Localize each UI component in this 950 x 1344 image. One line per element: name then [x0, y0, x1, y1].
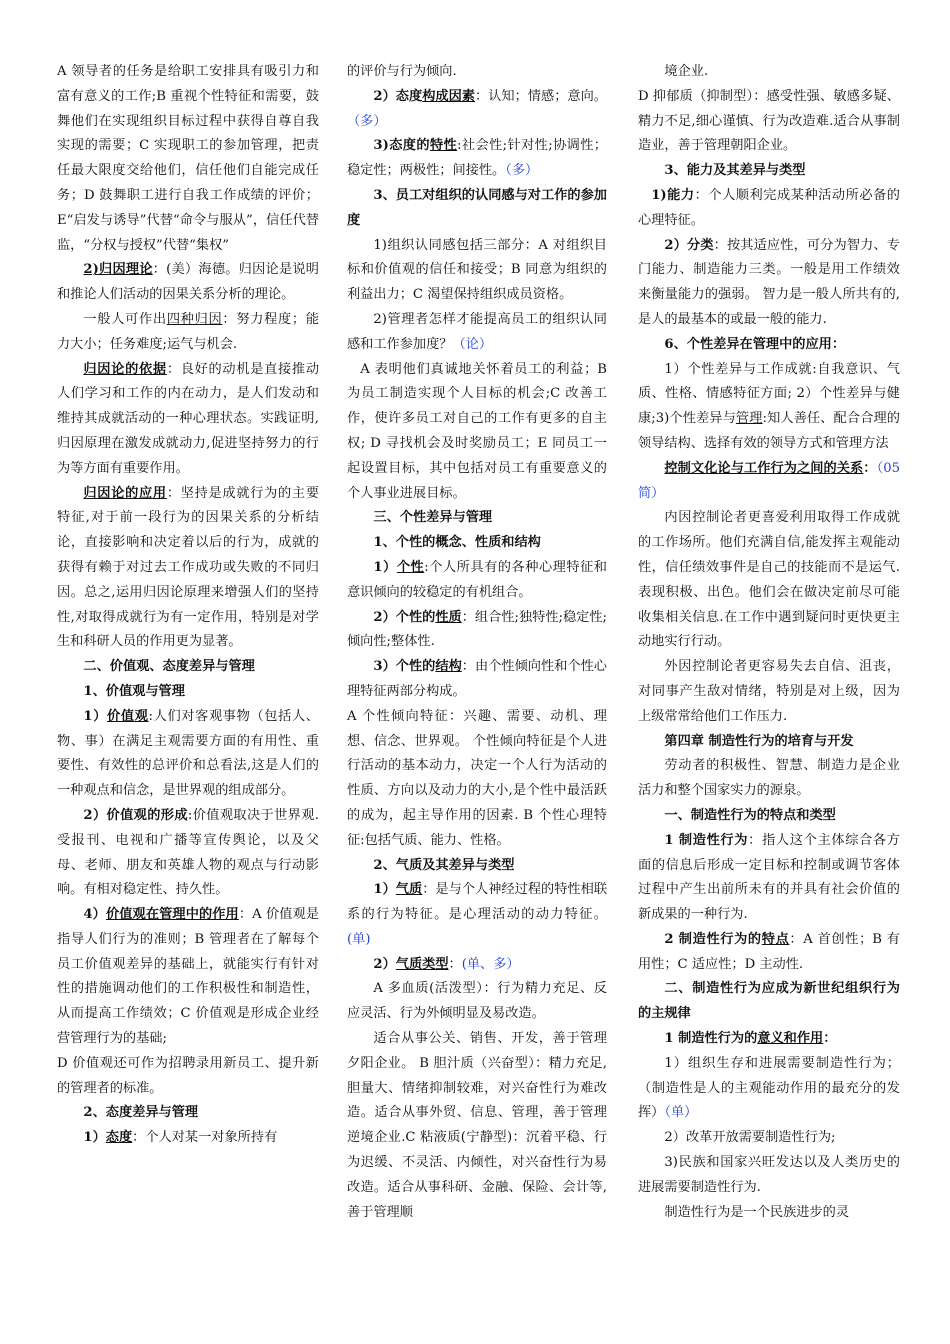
- term-heading: 1)能力: [651, 187, 695, 203]
- item-number: 4）: [83, 907, 106, 923]
- item-number: 2 制造性行为的: [664, 931, 762, 947]
- term-heading: 性质: [435, 609, 462, 625]
- paragraph-text: ：良好的动机是直接推动人们学习和工作的内在动力，是人们发动和维持其成就活动的一种心理状态。实践证明,归因原理在激发成就动力,促进坚持努力的行为等方面有重要作用。: [57, 361, 320, 476]
- term-heading: 特性: [429, 138, 458, 154]
- paragraph: [638, 457, 900, 507]
- paragraph: [347, 556, 607, 606]
- paragraph-text: 1）组织生存和进展需要制造性行为；（制造性是人的主观能动作用的最充分的发挥）: [638, 1055, 900, 1121]
- paragraph: 内因控制论者更喜爱利用取得工作成就的工作场所。他们充满自信,能发挥主观能动性，信任绩效事件是自己的技能而不是运气.表现积极、出色。他们会在做决定前尽可能收集相关信息.在工作中遇到疑问时更快更主动地实行行动。: [638, 510, 900, 650]
- section-heading: 三、个性差异与管理: [373, 510, 493, 526]
- paragraph: D 抑郁质（抑制型）：感受性强、敏感多疑、精力不足,细心谨慎、行为改造难.适合从事制造业，善于管理朝阳企业。: [638, 88, 900, 154]
- paragraph: [347, 878, 607, 952]
- term-heading: 价值观在管理中的作用: [105, 907, 239, 923]
- term-heading: 意义和作用: [757, 1031, 824, 1047]
- paragraph: [347, 606, 607, 656]
- paragraph: [347, 134, 607, 184]
- section-heading: 二、价值观、态度差异与管理: [83, 659, 255, 675]
- paragraph-text: ：认知；情感；意向。: [475, 88, 607, 104]
- subsection-heading: 2、态度差异与管理: [83, 1105, 199, 1121]
- term-heading: 态度: [105, 1130, 133, 1146]
- item-number: 1 制造性行为的: [664, 1031, 758, 1047]
- paragraph: 适合从事公关、销售、开发，善于管理夕阳企业。 B 胆汁质（兴奋型）：精力充足,胆量大、情绪抑制较难，对兴奋性行为难改造。适合从事外贸、信息、管理，善于管理逆境企业.C 粘液质(宁静型)：沉着平稳、行为迟缓、不灵活、内倾性，对兴奋性行为易改造。适合从事科研、金融、保险、会计等,善于管理顺: [347, 1031, 607, 1220]
- paragraph-text: ：A 首创性；B 有用性；C 适应性；D 主动性.: [638, 931, 900, 972]
- paragraph: 的评价与行为倾向.: [347, 64, 457, 79]
- paragraph: [57, 903, 319, 1052]
- paragraph: [57, 258, 319, 308]
- question-type-tag: (单): [347, 931, 371, 947]
- paragraph: [57, 1126, 319, 1151]
- paragraph: A 领导者的任务是给职工安排具有吸引力和富有意义的工作;B 重视个性特征和需要，鼓舞他们在实现组织目标过程中获得自尊自我实现的需要；C 实现职工的参加管理，把责任最大限度交给他们，信任他们自能完成任务；D 鼓舞职工进行自我工作成绩的评价；E“启发与诱导”代替“命令与服从”，信任代替监，“分权与授权”代替“集权”: [57, 64, 319, 253]
- paragraph: [347, 953, 607, 978]
- term-heading: 特点: [761, 931, 790, 947]
- item-number: 2）: [373, 956, 396, 972]
- subsection-heading: 2、气质及其差异与类型: [373, 857, 515, 873]
- term-heading: 2)归因理论: [83, 262, 153, 278]
- term-heading: 控制文化论与工作行为之间的关系: [664, 460, 864, 476]
- paragraph-text: ：A 价值观是指导人们行为的准则；B 管理者在了解每个员工价值观差异的基础上，就能实行有针对性的措施调动他们的工作积极性和制造性，从而提高工作绩效；C 价值观是形成企业经营管理行为的基础;: [57, 907, 320, 1047]
- paragraph-text: ：: [863, 460, 877, 476]
- paragraph-text: 1）个性差异与工作成就:自我意识、气质、性格、情感特征方面; 2）个性差异与健康;3)个性差异与: [638, 361, 900, 427]
- paragraph-text: :社会性;针对性;协调性；稳定性；两极性；间接性。: [347, 138, 607, 179]
- question-type-tag: （多）: [505, 163, 539, 179]
- item-number: 1）: [373, 559, 397, 575]
- question-type-tag: （单）: [664, 1105, 698, 1121]
- item-number: 1）: [83, 1130, 106, 1146]
- term-heading: 价值观: [107, 708, 149, 724]
- term-heading: 归因论的依据: [83, 361, 167, 377]
- paragraph: 劳动者的积极性、智慧、制造力是企业活力和整个国家实力的源泉。: [638, 758, 900, 799]
- paragraph-text: ：: [448, 956, 462, 972]
- paragraph: 1)组织认同感包括三部分：A 对组织目标和价值观的信任和接受；B 同意为组织的利益出力；C 渴望保持组织成员资格。: [347, 237, 607, 303]
- paragraph: [638, 184, 900, 234]
- subsection-heading: 1、价值观与管理: [83, 683, 185, 699]
- paragraph: [57, 482, 319, 656]
- underlined-term: 四种归因: [166, 311, 223, 327]
- paragraph: [638, 928, 900, 978]
- paragraph-text: ：坚持是成就行为的主要特征,对于前一段行为的因果关系的分析结论，直接影响和决定着以后的行为，成就的获得有赖于对过去工作成功或失败的不同归因。总之,运用归因论原理来增强人们的坚持性,对取得成就行为有一定作用，特别是对学生和科研人员的作用更为显著。: [57, 485, 320, 650]
- paragraph-text: ：组合性;独特性;稳定性;倾向性;整体性.: [347, 609, 607, 650]
- paragraph-text: ：个人顺利完成某种活动所必备的心理特征。: [638, 187, 900, 228]
- paragraph: 外因控制论者更容易失去自信、沮丧，对同事产生敌对情绪，特别是对上级，因为上级常常给他们工作压力.: [638, 659, 900, 724]
- item-number: 2）个性的: [373, 609, 436, 625]
- term-heading: 2）分类: [664, 237, 714, 253]
- paragraph: 制造性行为是一个民族进步的灵: [664, 1204, 850, 1220]
- question-type-tag: (单、多）: [461, 956, 520, 972]
- column-right: [638, 60, 900, 1225]
- term-heading: 结构: [435, 659, 462, 675]
- paragraph: A 多血质(活泼型）：行为精力充足、反应灵活、行为外倾明显及易改造。: [347, 981, 607, 1022]
- paragraph-text: :知人善任、配合合理的领导结构、选择有效的领导方式和管理方法: [638, 411, 900, 451]
- paragraph-text: ：按其适应性，可分为智力、专门能力、制造能力三类。一般是用工作绩效来衡量能力的强弱。 智力是一般人所共有的,是人的最基本的或最一般的能力.: [638, 237, 900, 327]
- paragraph: A 表明他们真诚地关怀着员工的利益；B 为员工制造实现个人目标的机会;C 改善工作，使许多员工对自己的工作有更多的自主权; D 寻找机会及时奖励员工；E 同员工一起设置目标，其中包括对员工有重要意义的个人事业进展目标。: [347, 361, 607, 501]
- question-type-tag: （论）: [452, 336, 493, 352]
- term-heading: 归因论的应用: [83, 485, 167, 501]
- term-heading: 气质类型: [395, 956, 449, 972]
- paragraph: [57, 308, 319, 358]
- paragraph: [638, 1052, 900, 1126]
- item-number: 3）个性的: [373, 659, 436, 675]
- item-number: 1）: [83, 708, 108, 724]
- paragraph-text: 2)管理者怎样才能提高员工的组织认同感和工作参加度？: [347, 311, 607, 352]
- term-heading: 个性: [396, 559, 425, 575]
- paragraph: 3)民族和国家兴旺发达以及人类历史的进展需要制造性行为.: [638, 1155, 900, 1195]
- term-heading: 2）价值观的形成: [83, 807, 188, 823]
- paragraph-text: ：: [823, 1031, 837, 1047]
- column-middle: [347, 60, 607, 1225]
- paragraph: [57, 804, 319, 903]
- paragraph: 境企业.: [664, 64, 709, 79]
- paragraph: [638, 1027, 900, 1052]
- term-heading: 气质: [395, 882, 423, 898]
- paragraph: [638, 829, 900, 928]
- paragraph-text: :个人所具有的各种心理特征和意识倾向的较稳定的有机组合。: [347, 559, 607, 600]
- paragraph-text: ：由个性倾向性和个性心理特征两部分构成。: [347, 659, 607, 699]
- paragraph: [347, 308, 607, 358]
- subsection-heading: 3、能力及其差异与类型: [664, 163, 806, 179]
- chapter-heading: 第四章 制造性行为的培育与开发: [664, 733, 854, 749]
- column-left: [57, 60, 319, 1151]
- paragraph: [57, 705, 319, 804]
- subsection-heading: 1、个性的概念、性质和结构: [373, 535, 541, 551]
- section-heading: 二、制造性行为应成为新世纪组织行为的主规律: [638, 981, 900, 1022]
- paragraph: [57, 358, 319, 482]
- subsection-heading: 6、个性差异在管理中的应用：: [664, 336, 846, 352]
- paragraph-text: ：个人对某一对象所持有: [132, 1130, 278, 1146]
- paragraph: A 个性倾向特征：兴趣、需要、动机、理想、信念、世界观。 个性倾向特征是个人进行活动的基本动力，决定一个人行为活动的性质、方向以及动力的大小,是个性中最活跃的成为，起主导作用的因素. B 个性心理特征:包括气质、能力、性格。: [347, 708, 607, 848]
- item-number: 3)态度的: [373, 138, 430, 154]
- paragraph-text: :人们对客观事物（包括人、物、事）在满足主观需要方面的有用性、重要性、有效性的总评价和总看法,这是人们的一种观点和信念，是世界观的组成部分。: [57, 708, 319, 799]
- paragraph: [638, 358, 900, 457]
- paragraph-text: 一般人可作出: [83, 311, 167, 327]
- paragraph-text: ：(美）海德。归因论是说明和推论人们活动的因果关系分析的理论。: [57, 262, 319, 303]
- term-heading: 1 制造性行为: [664, 832, 749, 848]
- subsection-heading: 3、员工对组织的认同感与对工作的参加度: [347, 187, 607, 228]
- paragraph-text: :价值观取决于世界观.受报刊、电视和广播等宣传舆论，以及父母、老师、朋友和英雄人物的观点与行动影响。有相对稳定性、持久性。: [57, 807, 319, 898]
- paragraph: 2）改革开放需要制造性行为;: [664, 1130, 836, 1146]
- paragraph-text: ：努力程度；能力大小；任务难度;运气与机会.: [57, 311, 320, 352]
- section-heading: 一、制造性行为的特点和类型: [664, 807, 836, 823]
- question-type-tag: （05 简）: [638, 460, 901, 501]
- paragraph: D 价值观还可作为招聘录用新员工、提升新的管理者的标准。: [57, 1055, 319, 1096]
- paragraph-text: ：是与个人神经过程的特性相联系的行为特征。是心理活动的动力特征。: [347, 882, 608, 923]
- paragraph: [347, 655, 607, 705]
- underlined-term: 管理: [735, 411, 763, 427]
- item-number: 2）态度: [373, 88, 423, 104]
- question-type-tag: （多）: [347, 113, 387, 129]
- paragraph-text: ：指人这个主体综合各方面的信息后形成一定目标和控制或调节客体过程中产生出前所未有的并具有社会价值的新成果的一种行为.: [638, 832, 900, 923]
- paragraph: [638, 234, 900, 333]
- term-heading: 构成因素: [422, 88, 475, 104]
- item-number: 1）: [373, 882, 396, 898]
- paragraph: [347, 85, 607, 135]
